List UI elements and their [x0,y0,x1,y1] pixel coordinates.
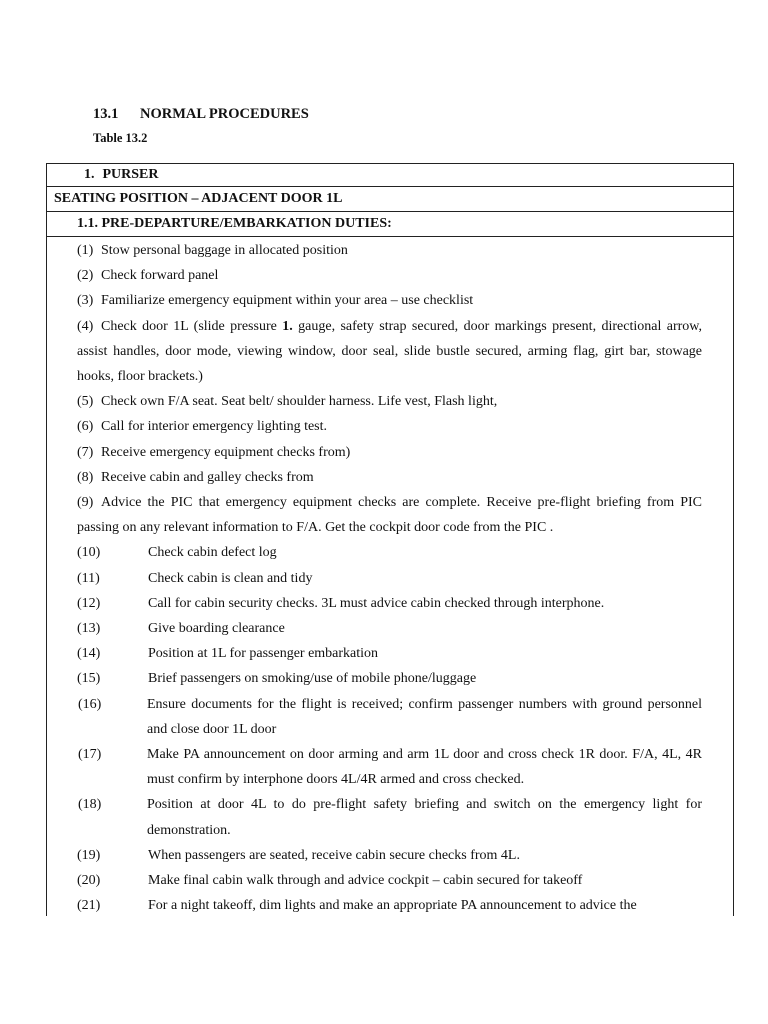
item-text: Receive cabin and galley checks from [101,469,314,485]
item-marker: (6) [77,419,94,435]
item-marker: (8) [77,469,94,485]
item-marker: (12) [77,595,101,611]
item-text: Ensure documents for the flight is received; confirm passenger numbers with ground personnel and close door 1L door [147,696,702,737]
item-marker: (9) [77,495,94,511]
item-text: Brief passengers on smoking/use of mobile phone/luggage [148,671,477,687]
item-marker: (19) [77,847,101,863]
item-marker: (1) [77,243,94,258]
item-marker: (5) [77,394,94,410]
list-item [47,616,733,641]
item-marker: (20) [77,873,101,889]
item-text: Check own F/A seat. Seat belt/ shoulder harness. Life vest, Flash light, [101,394,498,410]
item-marker: (18) [78,797,102,813]
table-caption: Table 13.2 [93,131,148,145]
item-text: When passengers are seated, receive cabin secure checks from 4L. [148,847,520,863]
item-marker: (15) [77,671,101,687]
item-marker: (4) [77,318,94,334]
seating-position-row: SEATING POSITION – ADJACENT DOOR 1L [47,187,733,212]
item-text: Call for interior emergency lighting test. [101,419,328,435]
list-item [47,692,733,742]
list-item [47,641,733,666]
item-marker: (13) [77,621,101,637]
purser-number: 1. [84,167,95,182]
item-marker: (10) [77,545,101,561]
item-text: Advice the PIC that emergency equipment checks are complete. Receive pre-flight briefing from PIC passing on any relevant information to F/A. Get the cockpit door code from the PIC . [77,495,702,536]
list-item [47,591,733,616]
procedures-table [46,163,734,916]
item-text-part: Check door 1L (slide pressure [101,318,283,334]
item-text: Give boarding clearance [148,621,285,637]
item-marker: (21) [77,898,101,914]
section-number: 13.1 [93,106,119,122]
list-item [47,263,733,288]
list-item [47,314,733,390]
list-item [47,238,733,263]
item-marker: (14) [77,646,101,662]
item-marker: (16) [78,696,102,712]
list-item [47,666,733,691]
item-text: For a night takeoff, dim lights and make an appropriate PA announcement to advice the [148,898,637,914]
list-item [47,490,733,540]
item-marker: (11) [77,570,100,586]
item-text: Check forward panel [101,268,219,284]
item-marker: (3) [77,293,94,309]
item-marker: (7) [77,444,94,460]
item-text: Familiarize emergency equipment within your area – use checklist [101,293,474,309]
list-item [47,389,733,414]
list-item [47,465,733,490]
section-title: NORMAL PROCEDURES [140,106,309,122]
item-text: Check cabin is clean and tidy [148,570,313,586]
item-text: Make final cabin walk through and advice cockpit – cabin secured for takeoff [148,873,583,889]
purser-row [47,164,733,187]
item-text: Position at 1L for passenger embarkation [148,646,379,662]
section-heading [93,106,309,123]
item-text: Call for cabin security checks. 3L must advice cabin checked through interphone. [148,595,605,611]
item-text: Position at door 4L to do pre-flight safety briefing and switch on the emergency light for demonstration. [147,797,702,838]
list-item [47,288,733,313]
item-text-bold: 1. [282,318,293,334]
list-item [47,540,733,565]
item-text: Make PA announcement on door arming and arm 1L door and cross check 1R door. F/A, 4L, 4R must confirm by interphone doors 4L/4R armed and cross checked. [147,747,702,788]
item-text-part: gauge, safety strap secured, door markings present, directional arrow, assist handles, door mode, viewing window, door seal, slide bustle secured, arming flag, girt bar, stowage hooks, floor brackets.) [77,318,702,385]
duties-list [47,237,733,916]
list-item [47,566,733,591]
item-text: Check cabin defect log [148,545,277,561]
item-text: Receive emergency equipment checks from) [101,444,351,460]
list-item [47,742,733,792]
item-marker: (17) [78,747,102,763]
item-text: Stow personal baggage in allocated position [101,243,348,258]
item-marker: (2) [77,268,94,284]
list-item [47,868,733,893]
pre-departure-heading-row: 1.1. PRE-DEPARTURE/EMBARKATION DUTIES: [47,212,733,237]
purser-label: PURSER [102,167,159,182]
list-item [47,414,733,439]
list-item [47,440,733,465]
list-item [47,792,733,842]
list-item [47,893,733,916]
list-item [47,843,733,868]
